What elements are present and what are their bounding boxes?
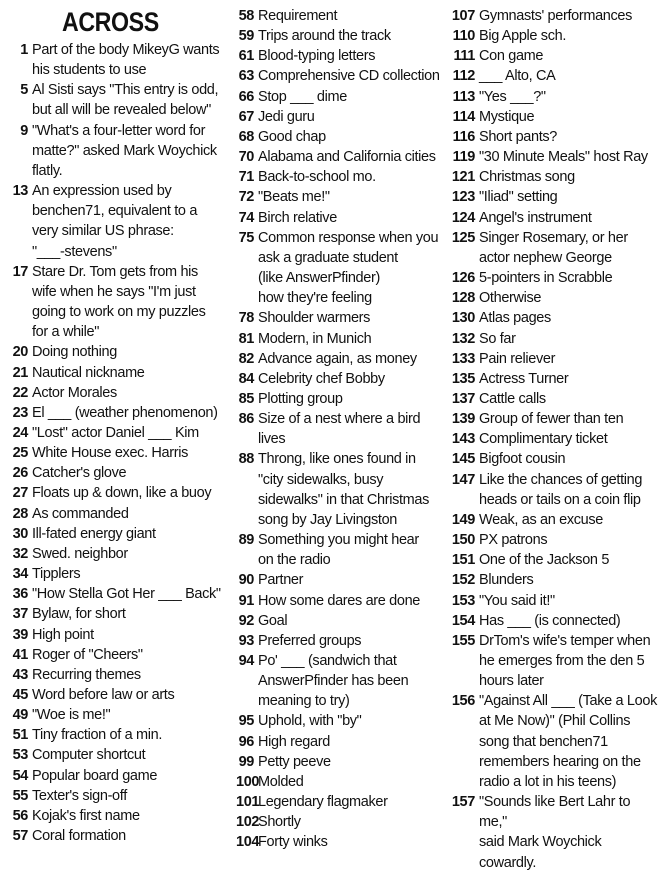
clue-text: Doing nothing <box>32 344 117 361</box>
clue-text: White House exec. Harris <box>32 445 188 462</box>
clue-item <box>10 80 225 120</box>
clue-number: 145 <box>451 451 475 468</box>
clue-text: Mystique <box>479 108 535 125</box>
clue-item <box>10 826 225 846</box>
clue-item <box>450 26 660 46</box>
clue-text: How some dares are done <box>258 592 421 609</box>
clue-item <box>10 544 225 564</box>
clue-number: 20 <box>12 344 28 361</box>
clue-list <box>10 40 225 846</box>
clue-item <box>236 732 441 752</box>
clue-text: Back-to-school mo. <box>258 169 376 186</box>
clue-item <box>10 40 225 80</box>
clue-text: An expression used by benchen71, equivalent to a very similar US phrase: "___-stevens" <box>32 183 198 260</box>
clue-text: Partner <box>258 572 304 589</box>
clue-number: 147 <box>451 471 475 488</box>
clue-text: Christmas song <box>479 169 575 186</box>
clue-text: Jedi guru <box>258 108 315 125</box>
clue-item <box>10 423 225 443</box>
clue-number: 75 <box>238 229 254 246</box>
clue-number: 101 <box>236 794 260 811</box>
clue-text: Forty winks <box>258 834 328 851</box>
clue-text: Ill-fated energy giant <box>32 525 156 542</box>
clue-number: 28 <box>12 505 28 522</box>
clue-text: Gymnasts' performances <box>479 8 633 24</box>
clue-text: Alabama and California cities <box>258 149 436 166</box>
clue-item <box>450 127 660 147</box>
clue-number: 157 <box>451 794 475 811</box>
clue-number: 49 <box>12 707 28 724</box>
clue-item <box>236 812 441 832</box>
clue-item <box>10 403 225 423</box>
clue-number: 78 <box>238 310 254 327</box>
clue-text: Has ___ (is connected) <box>479 612 621 629</box>
clue-text: Shortly <box>258 814 301 831</box>
clue-text: Al Sisti says "This entry is odd, but all will be revealed below" <box>32 82 219 119</box>
clue-column-1 <box>10 6 225 846</box>
clue-text: Good chap <box>258 128 326 145</box>
clue-number: 74 <box>238 209 254 226</box>
clue-item <box>236 389 441 409</box>
clue-text: "Yes ___?" <box>479 88 546 105</box>
clue-number: 24 <box>12 424 28 441</box>
clue-text: Blood-typing letters <box>258 48 376 65</box>
clue-text: Con game <box>479 48 544 65</box>
clue-item <box>10 483 225 503</box>
clue-number: 119 <box>452 149 475 166</box>
clue-number: 130 <box>451 310 475 327</box>
clue-item <box>450 268 660 288</box>
clue-text: ___ Alto, CA <box>479 68 556 85</box>
clue-number: 61 <box>238 48 254 65</box>
clue-item <box>236 187 441 207</box>
clue-item <box>10 121 225 181</box>
clue-number: 34 <box>12 566 28 583</box>
clue-item <box>236 26 441 46</box>
clue-number: 25 <box>12 445 28 462</box>
clue-text: "30 Minute Meals" host Ray <box>479 149 648 166</box>
clue-number: 66 <box>238 88 254 105</box>
clue-item <box>10 685 225 705</box>
clue-text: Nautical nickname <box>32 364 145 381</box>
clue-list <box>450 6 660 873</box>
clue-number: 63 <box>238 68 254 85</box>
clue-text: Uphold, with "by" <box>258 713 362 730</box>
clue-item <box>236 651 441 711</box>
clue-item <box>450 591 660 611</box>
clue-text: So far <box>479 330 516 347</box>
clue-item <box>450 208 660 228</box>
clue-item <box>450 409 660 429</box>
clue-item <box>236 409 441 449</box>
clue-text: Part of the body MikeyG wants his students to use <box>32 42 220 79</box>
clue-item <box>450 288 660 308</box>
clue-number: 5 <box>20 82 28 99</box>
clue-number: 67 <box>238 108 254 125</box>
clue-number: 100 <box>236 773 260 790</box>
clue-number: 41 <box>12 646 28 663</box>
clue-item <box>450 631 660 691</box>
clue-item <box>10 383 225 403</box>
clue-number: 93 <box>238 632 254 649</box>
clue-item <box>10 766 225 786</box>
clue-text: Size of a nest where a bird lives <box>258 411 421 448</box>
clue-number: 143 <box>451 431 475 448</box>
clue-item <box>236 611 441 631</box>
clue-text: Like the chances of getting heads or tails on a coin flip <box>479 471 643 508</box>
clue-text: Actor Morales <box>32 384 117 401</box>
clue-text: Tiny fraction of a min. <box>32 727 163 744</box>
clue-text: Atlas pages <box>479 310 551 327</box>
clue-text: Word before law or arts <box>32 687 175 703</box>
clue-item <box>10 584 225 604</box>
clue-item <box>236 87 441 107</box>
clue-text: High point <box>32 626 94 643</box>
clue-text: Advance again, as money <box>258 350 417 367</box>
clue-item <box>10 725 225 745</box>
clue-item <box>450 349 660 369</box>
clue-item <box>10 645 225 665</box>
clue-item <box>10 665 225 685</box>
clue-number: 9 <box>20 122 28 139</box>
clue-item <box>236 570 441 590</box>
clue-item <box>236 127 441 147</box>
clue-item <box>450 691 660 792</box>
clue-number: 39 <box>12 626 28 643</box>
clue-text: Weak, as an excuse <box>479 511 604 528</box>
clue-number: 21 <box>12 364 28 381</box>
clue-number: 123 <box>451 189 475 206</box>
clue-number: 37 <box>12 606 28 623</box>
clue-item <box>236 530 441 570</box>
clue-number: 55 <box>12 787 28 804</box>
clue-number: 104 <box>236 834 260 851</box>
clue-text: Common response when you ask a graduate student (like AnswerPfinder) how they're feeling <box>258 229 439 307</box>
clue-number: 114 <box>452 108 475 125</box>
clue-text: "Iliad" setting <box>479 189 558 206</box>
clue-text: Actress Turner <box>479 370 569 387</box>
clue-text: Molded <box>258 773 304 790</box>
clue-text: Requirement <box>258 8 338 24</box>
clue-text: Complimentary ticket <box>479 431 608 448</box>
clue-number: 81 <box>238 330 254 347</box>
clue-text: "Woe is me!" <box>32 707 111 724</box>
clue-number: 116 <box>452 128 475 145</box>
clue-number: 88 <box>238 451 254 468</box>
clue-number: 137 <box>451 390 475 407</box>
clue-number: 153 <box>451 592 475 609</box>
clue-item <box>236 792 441 812</box>
clue-text: Texter's sign-off <box>32 787 127 804</box>
clue-item <box>10 342 225 362</box>
clue-number: 133 <box>451 350 475 367</box>
clue-item <box>236 107 441 127</box>
clue-text: Coral formation <box>32 828 126 845</box>
clue-item <box>236 752 441 772</box>
clue-number: 107 <box>451 8 475 24</box>
clue-text: DrTom's wife's temper when he emerges from the den 5 hours later <box>479 632 651 690</box>
clue-number: 53 <box>12 747 28 764</box>
clue-number: 155 <box>451 632 475 649</box>
clue-number: 68 <box>238 128 254 145</box>
clue-item <box>450 167 660 187</box>
clue-item <box>10 604 225 624</box>
clue-number: 91 <box>238 592 254 609</box>
clue-text: "What's a four-letter word for matte?" asked Mark Woychick flatly. <box>32 122 217 179</box>
clue-text: "Sounds like Bert Lahr to me," said Mark Woychick cowardly. <box>479 794 631 871</box>
clue-item <box>450 449 660 469</box>
clue-item <box>10 262 225 343</box>
clue-number: 113 <box>452 88 475 105</box>
clue-item <box>236 228 441 309</box>
clue-item <box>236 329 441 349</box>
clue-text: As commanded <box>32 505 129 522</box>
clue-text: Otherwise <box>479 290 542 307</box>
clue-item <box>450 389 660 409</box>
clue-number: 139 <box>451 411 475 428</box>
clue-number: 56 <box>12 807 28 824</box>
clue-number: 70 <box>238 149 254 166</box>
clue-number: 89 <box>238 532 254 549</box>
clue-text: Group of fewer than ten <box>479 411 624 428</box>
across-heading: ACROSS <box>62 7 159 37</box>
clue-item <box>450 470 660 510</box>
clue-number: 45 <box>12 687 28 703</box>
clue-text: Legendary flagmaker <box>258 794 388 811</box>
clue-text: "You said it!" <box>479 592 555 609</box>
clue-item <box>450 46 660 66</box>
clue-text: PX patrons <box>479 532 548 549</box>
clue-number: 26 <box>12 465 28 482</box>
clue-item <box>236 167 441 187</box>
clue-text: High regard <box>258 733 330 750</box>
clue-text: Shoulder warmers <box>258 310 371 327</box>
clue-text: Bylaw, for short <box>32 606 126 623</box>
clue-item <box>10 463 225 483</box>
clue-text: Goal <box>258 612 288 629</box>
clue-text: El ___ (weather phenomenon) <box>32 404 218 421</box>
clue-text: Short pants? <box>479 128 558 145</box>
clue-item <box>236 308 441 328</box>
clue-column-2 <box>236 6 441 853</box>
clue-number: 110 <box>452 28 475 45</box>
clue-number: 84 <box>238 370 254 387</box>
clue-item <box>450 308 660 328</box>
clue-number: 95 <box>238 713 254 730</box>
clue-item <box>236 147 441 167</box>
clue-item <box>236 66 441 86</box>
clue-item <box>236 591 441 611</box>
clue-item <box>236 369 441 389</box>
clue-number: 86 <box>238 411 254 428</box>
clue-text: Plotting group <box>258 390 343 407</box>
clue-text: Swed. neighbor <box>32 545 128 562</box>
clue-text: Recurring themes <box>32 666 141 683</box>
clue-item <box>450 510 660 530</box>
clue-item <box>450 550 660 570</box>
clue-text: "Against All ___ (Take a Look at Me Now)" (Phil Collins song that benchen71 remembers hearing on the radio a lot in his teens) <box>479 693 657 790</box>
clue-column-3 <box>450 6 660 873</box>
clue-text: Catcher's glove <box>32 465 127 482</box>
clue-text: 5-pointers in Scrabble <box>479 270 613 287</box>
clue-text: Singer Rosemary, or her actor nephew George <box>479 229 628 266</box>
clue-number: 13 <box>12 183 28 200</box>
clue-item <box>10 786 225 806</box>
clue-item <box>236 772 441 792</box>
clue-number: 82 <box>238 350 254 367</box>
clue-number: 152 <box>451 572 475 589</box>
clue-number: 43 <box>12 666 28 683</box>
clue-text: Bigfoot cousin <box>479 451 566 468</box>
clue-number: 128 <box>451 290 475 307</box>
clue-item <box>10 745 225 765</box>
clue-text: Preferred groups <box>258 632 362 649</box>
clue-item <box>450 66 660 86</box>
clue-number: 59 <box>238 28 254 45</box>
clue-number: 94 <box>238 653 254 669</box>
clue-item <box>450 530 660 550</box>
clue-item <box>236 208 441 228</box>
clue-text: Tipplers <box>32 566 81 583</box>
clue-number: 149 <box>451 511 475 528</box>
clue-item <box>236 449 441 530</box>
clue-number: 17 <box>12 263 28 280</box>
clue-item <box>10 524 225 544</box>
clue-number: 102 <box>236 814 260 831</box>
clue-number: 54 <box>12 767 28 784</box>
clue-text: Birch relative <box>258 209 337 226</box>
clue-item <box>450 792 660 873</box>
clue-item <box>450 147 660 167</box>
clue-item <box>236 631 441 651</box>
clue-text: Comprehensive CD collection <box>258 68 440 85</box>
clue-number: 112 <box>452 68 475 85</box>
clue-item <box>450 6 660 26</box>
clue-item <box>10 564 225 584</box>
clue-number: 27 <box>12 485 28 502</box>
clue-text: Floats up & down, like a buoy <box>32 485 212 502</box>
clue-number: 23 <box>12 404 28 421</box>
clue-item <box>10 443 225 463</box>
clue-item <box>10 504 225 524</box>
clue-text: Trips around the track <box>258 28 391 45</box>
clue-number: 36 <box>12 586 28 603</box>
clue-item <box>450 611 660 631</box>
clue-item <box>450 107 660 127</box>
clue-number: 125 <box>451 229 475 246</box>
clue-text: Pain reliever <box>479 350 556 367</box>
clue-number: 1 <box>20 42 28 58</box>
clue-list <box>236 6 441 853</box>
clue-text: "Lost" actor Daniel ___ Kim <box>32 424 199 441</box>
clue-item <box>236 349 441 369</box>
clue-item <box>10 806 225 826</box>
clue-item <box>10 705 225 725</box>
clue-number: 132 <box>451 330 475 347</box>
clue-item <box>10 625 225 645</box>
clue-item <box>10 363 225 383</box>
clue-number: 22 <box>12 384 28 401</box>
clue-number: 124 <box>451 209 475 226</box>
clue-number: 71 <box>238 169 254 186</box>
clue-item <box>236 711 441 731</box>
clue-item <box>10 181 225 262</box>
clue-number: 58 <box>238 8 254 24</box>
clue-text: Big Apple sch. <box>479 28 566 45</box>
clue-number: 90 <box>238 572 254 589</box>
clue-number: 121 <box>451 169 475 186</box>
clue-item <box>450 87 660 107</box>
clue-text: Something you might hear on the radio <box>258 532 419 569</box>
clue-text: Po' ___ (sandwich that AnswerPfinder has been meaning to try) <box>258 653 409 710</box>
clue-text: Modern, in Munich <box>258 330 372 347</box>
clue-number: 30 <box>12 525 28 542</box>
clue-text: Blunders <box>479 572 534 589</box>
clue-number: 72 <box>238 189 254 206</box>
clue-text: Throng, like ones found in "city sidewalks, busy sidewalks" in that Christmas song by Jay Livingston <box>258 451 430 528</box>
clue-text: Petty peeve <box>258 753 331 770</box>
clue-item <box>236 6 441 26</box>
clue-text: Cattle calls <box>479 390 546 407</box>
clue-number: 150 <box>451 532 475 549</box>
clue-number: 151 <box>451 552 475 569</box>
clue-number: 57 <box>12 828 28 845</box>
clue-item <box>450 570 660 590</box>
clue-text: "Beats me!" <box>258 189 330 206</box>
clue-item <box>236 46 441 66</box>
clue-text: Celebrity chef Bobby <box>258 370 385 387</box>
clue-number: 32 <box>12 545 28 562</box>
clue-item <box>450 429 660 449</box>
clue-item <box>236 832 441 852</box>
clue-number: 135 <box>451 370 475 387</box>
clue-number: 156 <box>451 693 475 710</box>
clue-item <box>450 369 660 389</box>
clue-text: Computer shortcut <box>32 747 146 764</box>
clue-text: Kojak's first name <box>32 807 140 824</box>
clue-text: Angel's instrument <box>479 209 592 226</box>
clue-item <box>450 187 660 207</box>
clue-number: 85 <box>238 390 254 407</box>
clue-item <box>450 329 660 349</box>
clue-text: Stop ___ dime <box>258 88 347 105</box>
clue-number: 51 <box>12 727 28 744</box>
clue-number: 154 <box>451 612 475 629</box>
clue-text: Popular board game <box>32 767 158 784</box>
clue-number: 96 <box>238 733 254 750</box>
clue-text: Roger of "Cheers" <box>32 646 143 663</box>
clue-number: 126 <box>451 270 475 287</box>
clue-number: 99 <box>238 753 254 770</box>
clue-text: "How Stella Got Her ___ Back" <box>32 586 221 603</box>
clue-number: 111 <box>453 48 475 65</box>
clue-text: One of the Jackson 5 <box>479 552 610 569</box>
clue-item <box>450 228 660 268</box>
clue-text: Stare Dr. Tom gets from his wife when he says "I'm just going to work on my puzzles for a while" <box>32 263 206 341</box>
clue-number: 92 <box>238 612 254 629</box>
